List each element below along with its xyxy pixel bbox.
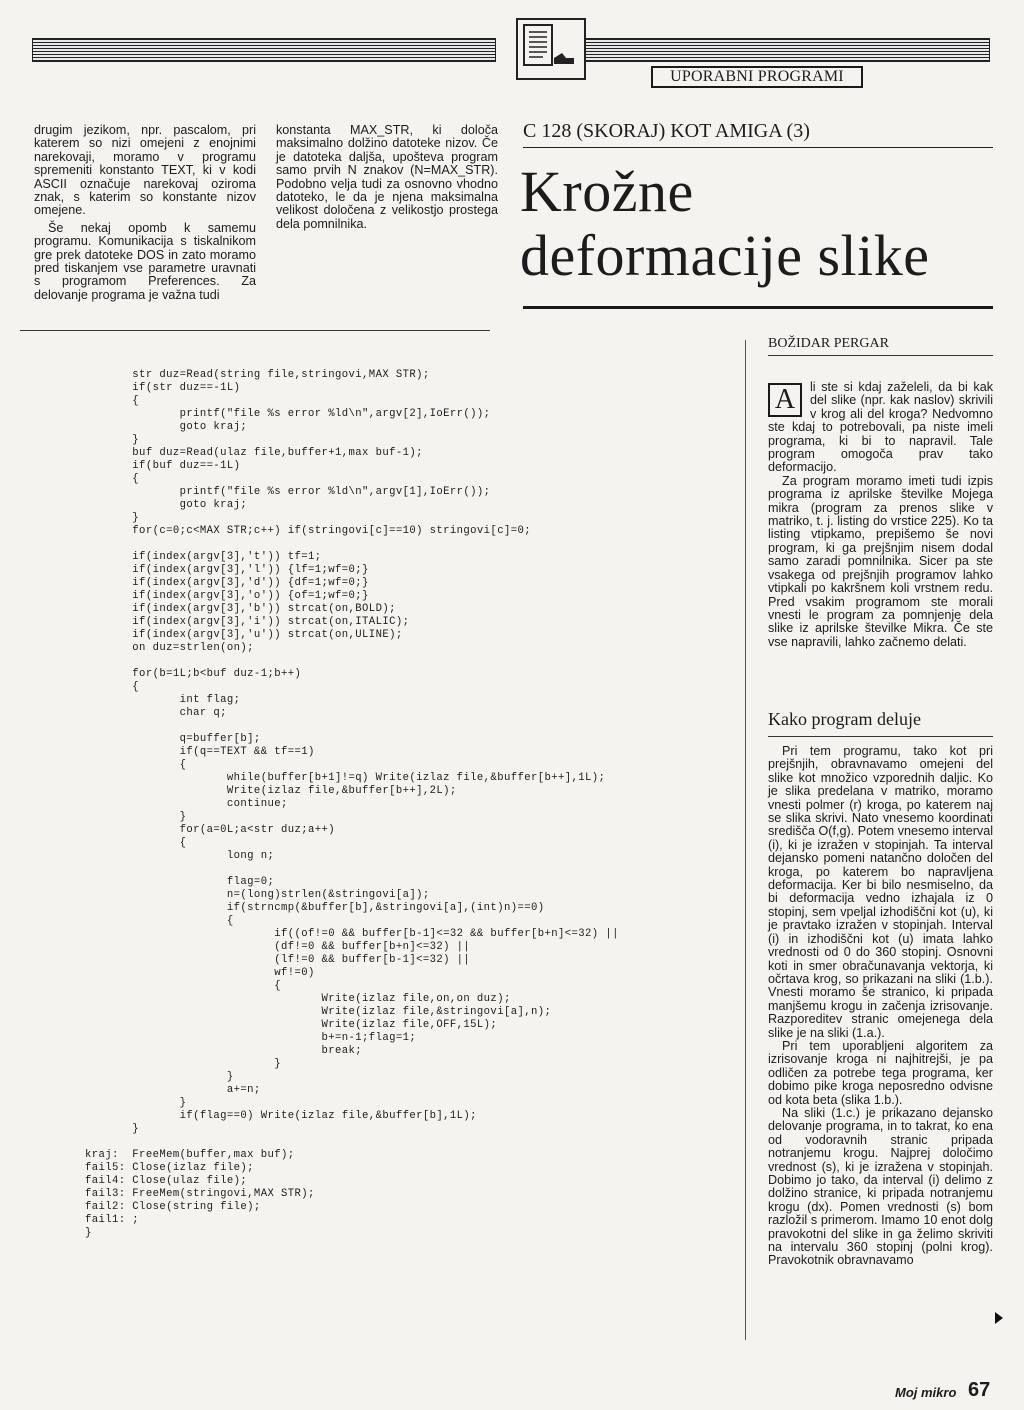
- code-line: q=buffer[b];: [85, 733, 261, 745]
- code-line: if(str duz==-1L): [85, 382, 241, 394]
- intro-paragraph: li ste si kdaj zaželeli, da bi kak del slike (npr. kak naslov) skrivili v krog ali del kroga? Nedvomno ste kdaj to potrebovali, pa niste imeli programa, ki bi to napravil. Tale program omogoča prav tako deformacijo.: [768, 380, 993, 475]
- code-line: char q;: [85, 707, 227, 719]
- program-listing-icon: [516, 18, 586, 80]
- code-line: if(index(argv[3],'u')) strcat(on,ULINE);: [85, 629, 403, 641]
- code-line: break;: [85, 1045, 363, 1057]
- code-line: on duz=strlen(on);: [85, 642, 254, 654]
- code-line: }: [85, 434, 140, 446]
- code-line: str duz=Read(string file,stringovi,MAX STR);: [85, 369, 430, 381]
- code-line: fail1: ;: [85, 1214, 140, 1226]
- headline-line: deformacije slike: [520, 223, 930, 288]
- code-line: goto kraj;: [85, 499, 248, 511]
- author-name: BOŽIDAR PERGAR: [768, 336, 889, 351]
- code-line: {: [85, 473, 140, 485]
- article-body: [768, 745, 993, 1268]
- body-paragraph: Pri tem uporabljeni algoritem za izrisovanje kroga ni najhitrejši, je pa odličen za potrebe tega programa, ker dobimo pike kroga neposredno odvisne od kota beta (slika 1.b.).: [768, 1038, 993, 1107]
- code-line: Write(izlaz file,on,on duz);: [85, 993, 511, 1005]
- body-paragraph: Na sliki (1.c.) je prikazano dejansko delovanje programa, in to takrat, ko ena od vodoravnih stranic pripada notranjemu krogu. Najprej določimo vrednost (s), ki je izražena v stopinjah. Dobimo jo tako, da interval (i) delimo z dolžino stranice, ki pripada notranjemu krogu (dx). Pomen vrednosti (s) bom razložil s primerom. Imamo 10 enot dolg pravokotni del slike in ga želimo skriviti na intervalu 360 stopinj (polni krog). Pravokotnik obravnavamo: [768, 1105, 993, 1268]
- section-label: UPORABNI PROGRAMI: [651, 66, 863, 88]
- code-line: buf duz=Read(ulaz file,buffer+1,max buf-1);: [85, 447, 423, 459]
- code-line: [85, 1136, 735, 1149]
- code-line: for(c=0;c<MAX STR;c++) if(stringovi[c]==10) stringovi[c]=0;: [85, 525, 531, 537]
- code-line: (lf!=0 && buffer[b-1]<=32) ||: [85, 954, 471, 966]
- code-line: {: [85, 980, 281, 992]
- code-line: Write(izlaz file,OFF,15L);: [85, 1019, 498, 1031]
- code-line: {: [85, 395, 140, 407]
- code-line: flag=0;: [85, 876, 275, 888]
- code-line: }: [85, 512, 140, 524]
- code-line: if(buf duz==-1L): [85, 460, 241, 472]
- code-line: }: [85, 1097, 187, 1109]
- subhead-rule: [768, 736, 993, 737]
- code-line: long n;: [85, 850, 275, 862]
- code-line: [85, 863, 735, 876]
- code-line: {: [85, 915, 234, 927]
- left-paragraph: drugim jezikom, npr. pascalom, pri katerem so nizi omejeni z enojnimi narekovaji, moramo v programu spremeniti konstanto TEXT, ki v kodi ASCII označuje narekovaj oziroma znak, s katerim so konstante nizov omejene.: [34, 123, 256, 218]
- code-line: b+=n-1;flag=1;: [85, 1032, 417, 1044]
- code-line: }: [85, 811, 187, 823]
- left-paragraph: Še nekaj opomb k samemu programu. Komunikacija s tiskalnikom gre prek datoteke DOS in zato moramo pred tiskanjem vse parametre uravnati s programom Preferences. Za delovanje programa je važna tudi: [34, 220, 256, 302]
- header-rule-left: [32, 38, 496, 62]
- code-line: if(q==TEXT && tf==1): [85, 746, 315, 758]
- code-line: {: [85, 837, 187, 849]
- code-line: Write(izlaz file,&buffer[b++],2L);: [85, 785, 457, 797]
- code-line: printf("file %s error %ld\n",argv[2],IoErr());: [85, 408, 491, 420]
- headline-rule: [523, 306, 993, 309]
- drop-cap: A: [768, 383, 802, 417]
- page-number: 67: [968, 1379, 991, 1401]
- header-rule-right: [584, 38, 990, 62]
- code-line: if(index(argv[3],'i')) strcat(on,ITALIC);: [85, 616, 410, 628]
- code-line: for(b=1L;b<buf duz-1;b++): [85, 668, 302, 680]
- code-line: if(flag==0) Write(izlaz file,&buffer[b],1L);: [85, 1110, 477, 1122]
- code-top-rule: [20, 330, 490, 331]
- code-line: [85, 655, 735, 668]
- code-line: if(index(argv[3],'o')) {of=1;wf=0;}: [85, 590, 369, 602]
- code-line: [85, 720, 735, 733]
- middle-paragraph: konstanta MAX_STR, ki določa maksimalno dolžino datoteke nizov. Če je datoteka daljša, upošteva program samo prvih N znakov (N=MAX_STR). Podobno velja tudi za osnovno vhodno datoteko, le da je njena maksimalna velikost določena z velikostjo prostega dela pomnilnika.: [276, 123, 498, 231]
- continue-arrow-icon: [995, 1312, 1003, 1324]
- code-line: }: [85, 1058, 281, 1070]
- code-line: for(a=0L;a<str duz;a++): [85, 824, 336, 836]
- code-line: fail4: Close(ulaz file);: [85, 1175, 248, 1187]
- code-line: if(index(argv[3],'b')) strcat(on,BOLD);: [85, 603, 396, 615]
- code-line: fail2: Close(string file);: [85, 1201, 261, 1213]
- series-title: C 128 (SKORAJ) KOT AMIGA (3): [523, 118, 993, 148]
- code-line: int flag;: [85, 694, 241, 706]
- code-line: while(buffer[b+1]!=q) Write(izlaz file,&buffer[b++],1L);: [85, 772, 606, 784]
- code-line: wf!=0): [85, 967, 315, 979]
- magazine-name: Moj mikro: [895, 1385, 957, 1400]
- code-line: if(index(argv[3],'l')) {lf=1;wf=0;}: [85, 564, 369, 576]
- section-subhead: Kako program deluje: [768, 709, 921, 729]
- code-line: printf("file %s error %ld\n",argv[1],IoErr());: [85, 486, 491, 498]
- code-line: if(index(argv[3],'d')) {df=1;wf=0;}: [85, 577, 369, 589]
- code-line: }: [85, 1227, 92, 1239]
- code-line: [85, 538, 735, 551]
- code-line: a+=n;: [85, 1084, 261, 1096]
- code-right-rule: [745, 340, 746, 1340]
- code-line: kraj: FreeMem(buffer,max buf);: [85, 1149, 295, 1161]
- code-line: {: [85, 681, 140, 693]
- code-line: Write(izlaz file,&stringovi[a],n);: [85, 1006, 552, 1018]
- code-line: if(index(argv[3],'t')) tf=1;: [85, 551, 322, 563]
- code-listing: [85, 369, 735, 1240]
- code-line: fail3: FreeMem(stringovi,MAX STR);: [85, 1188, 315, 1200]
- code-line: {: [85, 759, 187, 771]
- code-line: }: [85, 1071, 234, 1083]
- body-paragraph: Pri tem programu, tako kot pri prejšnjih, obravnavamo omejeni del slike kot množico vzporednih daljic. Ko je slika predelana v matriko, moramo vnesti polmer (r) kroga, po katerem naj se slika skrivi. Nato vnesemo koordinati središča O(f,g). Potem vnesemo interval (i), ki je izražen v stopinjah. Ta interval dejansko pomeni natančno določen del kroga, po katerem bo napravljena deformacija. Ker bi bilo nesmiselno, da bi deformacija vedno izhajala iz 0 stopinj, sem vpeljal izhodiščni kot (u), ki je pravtako izražen v stopinjah. Interval (i) in izhodiščni kot (u) imata lahko vrednosti od 0 do 360 stopinj. Osnovni koti in smer obračunavanja vektorja, ki očrtava krog, so prikazani na sliki (1.b.). Vnesti moramo še stranico, ki pripada manjšemu krogu in začenja izrisovanje. Razporeditev stranic omejenega dela slike je na sliki (1.a.).: [768, 744, 993, 1040]
- code-line: }: [85, 1123, 140, 1135]
- code-line: goto kraj;: [85, 421, 248, 433]
- code-line: n=(long)strlen(&stringovi[a]);: [85, 889, 430, 901]
- headline-line: Krožne: [520, 159, 694, 224]
- code-line: (df!=0 && buffer[b+n]<=32) ||: [85, 941, 471, 953]
- left-column-text: [34, 124, 256, 302]
- article-intro: [768, 381, 993, 649]
- intro-paragraph: Za program moramo imeti tudi izpis programa iz aprilske številke Mojega mikra (program za prenos slike v matriko, t. j. listing do vrstice 225). Ko ta listing vtipkamo, prepišemo še novi program, ki ga prejšnjim nisem dodal samo zaradi pomnilnika. Sicer pa ste vsakega od prejšnjih programov lahko vtipkali po kakršnem koli vrstnem redu. Pred vsakim programom ste morali vnesti le program za pomnjenje dela slike iz aprilske številke Mikra. Če ste vse napravili, lahko začnemo delati.: [768, 473, 993, 649]
- code-line: if((of!=0 && buffer[b-1]<=32 && buffer[b+n]<=32) ||: [85, 928, 619, 940]
- author-rule: [768, 355, 993, 356]
- code-line: fail5: Close(izlaz file);: [85, 1162, 254, 1174]
- middle-column-text: [276, 124, 498, 231]
- code-line: if(strncmp(&buffer[b],&stringovi[a],(int)n)==0): [85, 902, 545, 914]
- code-line: continue;: [85, 798, 288, 810]
- article-headline: [520, 160, 1000, 288]
